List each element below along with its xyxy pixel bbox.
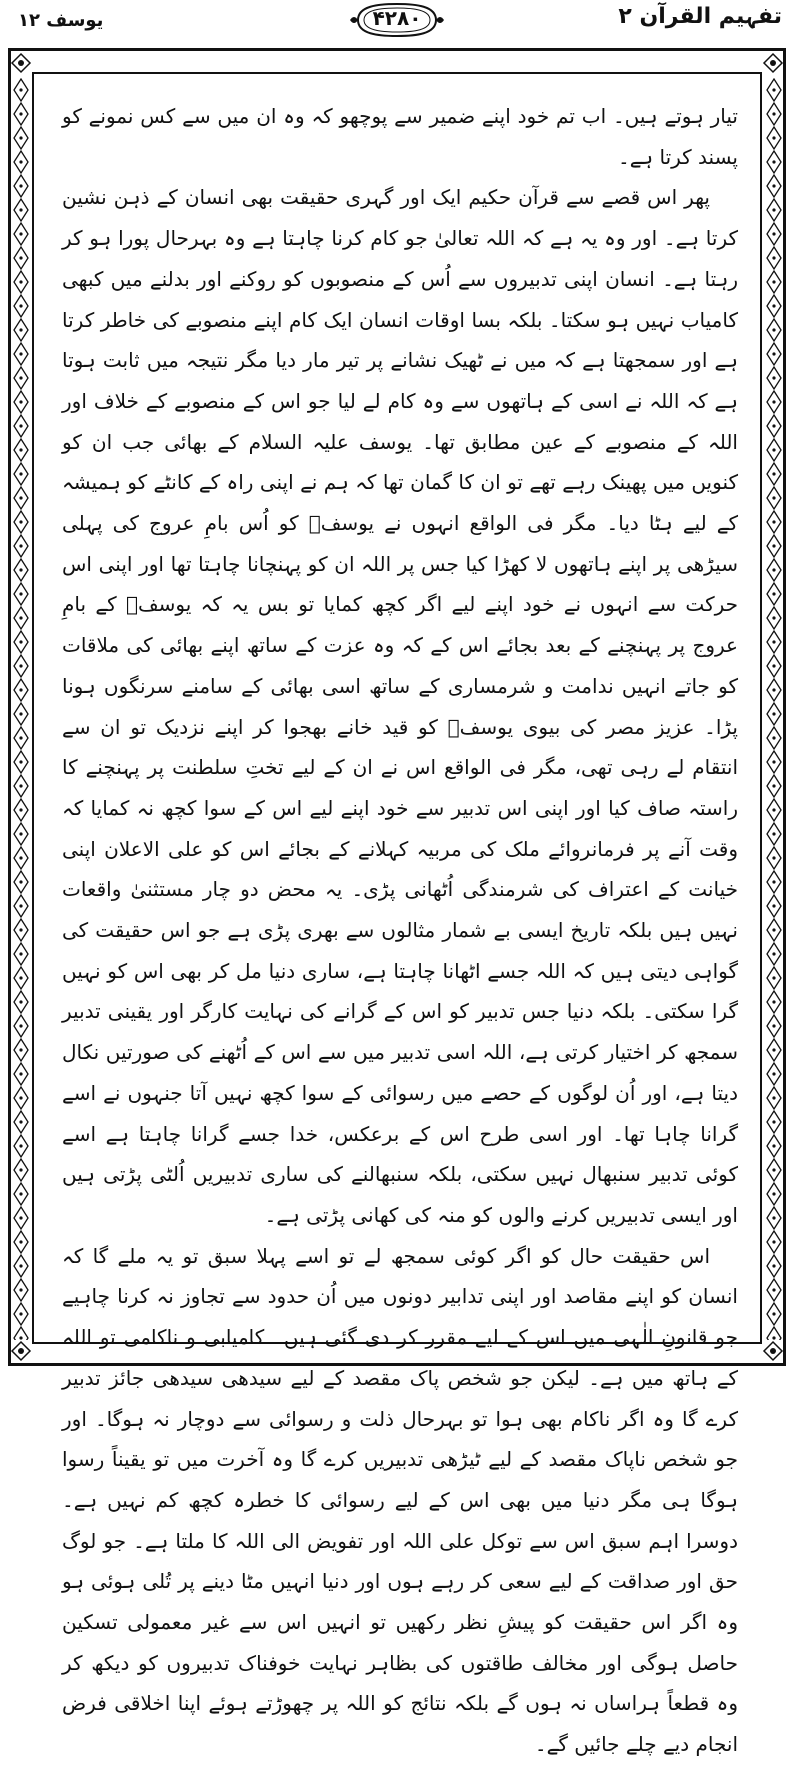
page-header xyxy=(0,0,800,48)
corner-ornament-bottom-right xyxy=(762,1340,784,1362)
corner-ornament-bottom-left xyxy=(10,1340,32,1362)
paragraph: تیار ہوتے ہیں۔ اب تم خود اپنے ضمیر سے پوچھو کہ وہ ان میں سے کس نمونے کو پسند کرتا ہے۔ xyxy=(62,104,738,169)
border-ornament-left xyxy=(13,78,29,1340)
paragraph: اس حقیقت حال کو اگر کوئی سمجھ لے تو اسے پہلا سبق تو یہ ملے گا کہ انسان کو اپنے مقاصد اور اپنی تدابیر دونوں میں اُن حدود سے تجاوز نہ کرنا چاہیے جو قانونِ الٰہی میں اس کے لیے مقرر کر دی گئی ہیں۔ کامیابی و ناکامی تو اللہ کے ہاتھ میں ہے۔ لیکن جو شخص پاک مقصد کے لیے سیدھی سیدھی جائز تدبیر کرے گا وہ اگر ناکام بھی ہوا تو بہرحال ذلت و رسوائی سے دوچار نہ ہوگا۔ اور جو شخص ناپاک مقصد کے لیے ٹیڑھی تدبیریں کرے گا وہ آخرت میں تو یقیناً رسوا ہوگا ہی مگر دنیا میں بھی اس کے لیے رسوائی کا خطرہ کچھ کم نہیں ہے۔ دوسرا اہم سبق اس سے توکل علی اللہ اور تفویض الی اللہ کا ملتا ہے۔ جو لوگ حق اور صداقت کے لیے سعی کر رہے ہوں اور دنیا انہیں مٹا دینے پر تُلی ہوئی ہو وہ اگر اس حقیقت کو پیشِ نظر رکھیں تو انہیں اس سے غیر معمولی تسکین حاصل ہوگی اور مخالف طاقتوں کی بظاہر نہایت خوفناک تدبیروں کو دیکھ کر وہ قطعاً ہراساں نہ ہوں گے بلکہ نتائج کو اللہ پر چھوڑتے ہوئے اپنا اخلاقی فرض انجام دیے چلے جائیں گے۔ xyxy=(62,1243,738,1757)
surah-label: یوسف ۱۲ xyxy=(18,10,104,31)
corner-ornament-top-right xyxy=(762,52,784,74)
corner-ornament-top-left xyxy=(10,52,32,74)
page-number-badge xyxy=(348,0,446,40)
book-title: تفہیم القرآن ۲ xyxy=(618,4,782,29)
border-ornament-right xyxy=(766,78,782,1340)
page-number: ۴۲۸۰ xyxy=(372,6,422,30)
commentary-text xyxy=(62,96,738,1765)
paragraph: پھر اس قصے سے قرآن حکیم ایک اور گہری حقیقت بھی انسان کے ذہن نشین کرتا ہے۔ اور وہ یہ ہے کہ اللہ تعالیٰ جو کام کرنا چاہتا ہے وہ بہرحال پورا ہو کر رہتا ہے۔ انسان اپنی تدبیروں سے اُس کے منصوبوں کو روکنے اور بدلنے میں کبھی کامیاب نہیں ہو سکتا۔ بلکہ بسا اوقات انسان ایک کام اپنے منصوبے کی خاطر کرتا ہے اور سمجھتا ہے کہ میں نے ٹھیک نشانے پر تیر مار دیا مگر نتیجہ میں ثابت ہوتا ہے کہ اللہ نے اسی کے ہاتھوں سے وہ کام لے لیا جو اس کے منصوبے کے خلاف اور اللہ کے منصوبے کے عین مطابق تھا۔ یوسف علیہ السلام کے بھائی جب ان کو کنویں میں پھینک رہے تھے تو ان کا گمان تھا کہ ہم نے اپنی راہ کے کانٹے کو ہمیشہ کے لیے ہٹا دیا۔ مگر فی الواقع انہوں نے یوسفؑ کو اُس بامِ عروج کی پہلی سیڑھی پر اپنے ہاتھوں لا کھڑا کیا جس پر اللہ ان کو پہنچانا چاہتا تھا اور اپنی اس حرکت سے انہوں نے خود اپنے لیے اگر کچھ کمایا تو بس یہ کہ یوسفؑ کے بامِ عروج پر پہنچنے کے بعد بجائے اس کے کہ وہ عزت کے ساتھ اپنے بھائی کی ملاقات کو جاتے انہیں ندامت و شرمساری کے ساتھ اسی بھائی کے سامنے سرنگوں ہونا پڑا۔ عزیز مصر کی بیوی یوسفؑ کو قید خانے بھجوا کر اپنے نزدیک تو ان سے انتقام لے رہی تھی، مگر فی الواقع اس نے ان کے لیے تختِ سلطنت پر پہنچنے کا راستہ صاف کیا اور اپنی اس تدبیر سے خود اپنے لیے اس کے سوا کچھ نہ کمایا کہ وقت آنے پر فرمانروائے ملک کی مربیہ کہلانے کے بجائے اس کو علی الاعلان اپنی خیانت کے اعتراف کی شرمندگی اُٹھانی پڑی۔ یہ محض دو چار مستثنیٰ واقعات نہیں ہیں بلکہ تاریخ ایسی بے شمار مثالوں سے بھری پڑی ہے جو اس حقیقت کی گواہی دیتی ہیں کہ اللہ جسے اٹھانا چاہتا ہے، ساری دنیا مل کر بھی اس کو نہیں گرا سکتی۔ بلکہ دنیا جس تدبیر کو اس کے گرانے کی نہایت کارگر اور یقینی تدبیر سمجھ کر اختیار کرتی ہے، اللہ اسی تدبیر میں سے اس کے اُٹھنے کی صورتیں نکال دیتا ہے، اور اُن لوگوں کے حصے میں رسوائی کے سوا کچھ نہیں آتا جنہوں نے اسے گرانا چاہا تھا۔ اور اسی طرح اس کے برعکس، خدا جسے گرانا چاہتا ہے اسے کوئی تدبیر سنبھال نہیں سکتی، بلکہ سنبھالنے کی ساری تدبیریں اُلٹی پڑتی ہیں اور ایسی تدبیریں کرنے والوں کو منہ کی کھانی پڑتی ہے۔ xyxy=(62,185,738,1227)
